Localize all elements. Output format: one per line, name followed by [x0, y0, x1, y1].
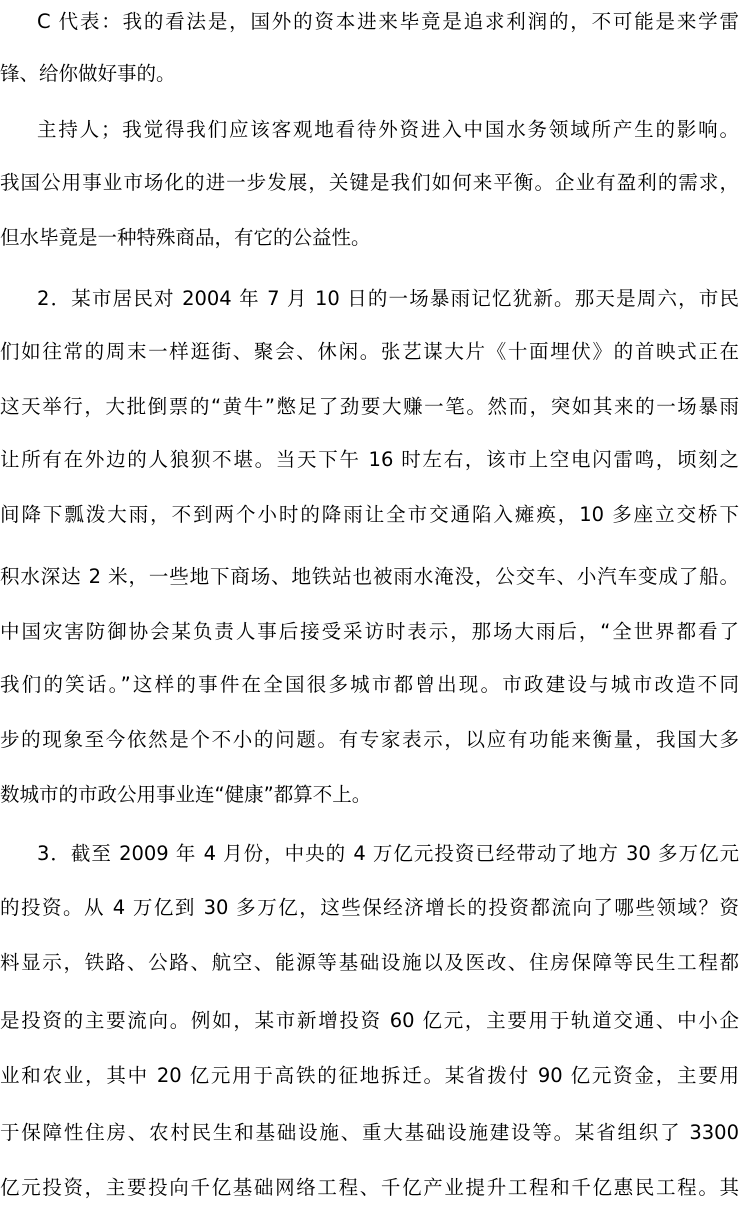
text-line: 这天举行，大批倒票的“黄牛”憋足了劲要大赚一笔。然而，突如其来的一场暴雨	[0, 395, 739, 418]
text-line: 积水深达 2 米，一些地下商场、地铁站也被雨水淹没，公交车、小汽车变成了船。	[0, 565, 739, 588]
text-line: C 代表：我的看法是，国外的资本进来毕竟是追求利润的，不可能是来学雷	[37, 10, 739, 33]
text-line: 间降下瓢泼大雨，不到两个小时的降雨让全市交通陷入瘫痪，10 多座立交桥下	[0, 503, 739, 526]
text-line: 3．截至 2009 年 4 月份，中央的 4 万亿元投资已经带动了地方 30 多万亿元	[37, 842, 739, 865]
text-line: 业和农业，其中 20 亿元用于高铁的征地拆迁。某省拨付 90 亿元资金，主要用	[0, 1064, 739, 1087]
text-line: 让所有在外边的人狼狈不堪。当天下午 16 时左右，该市上空电闪雷鸣，顷刻之	[0, 448, 739, 471]
text-line: 2．某市居民对 2004 年 7 月 10 日的一场暴雨记忆犹新。那天是周六，市民	[37, 287, 739, 310]
text-line: 数城市的市政公用事业连“健康”都算不上。	[0, 783, 372, 806]
text-line: 我国公用事业市场化的进一步发展，关键是我们如何来平衡。企业有盈利的需求，	[0, 171, 739, 194]
text-line: 主持人；我觉得我们应该客观地看待外资进入中国水务领域所产生的影响。	[37, 118, 739, 141]
text-line: 的投资。从 4 万亿到 30 多万亿，这些保经济增长的投资都流向了哪些领域？资	[0, 896, 739, 919]
text-line: 是投资的主要流向。例如，某市新增投资 60 亿元，主要用于轨道交通、中小企	[0, 1009, 739, 1032]
text-line: 锋、给你做好事的。	[0, 62, 176, 85]
text-line: 亿元投资，主要投向千亿基础网络工程、千亿产业提升工程和千亿惠民工程。其	[0, 1176, 739, 1199]
text-line: 料显示，铁路、公路、航空、能源等基础设施以及医改、住房保障等民生工程都	[0, 951, 739, 974]
text-line: 我们的笑话。”这样的事件在全国很多城市都曾出现。市政建设与城市改造不同	[0, 673, 739, 696]
text-line: 于保障性住房、农村民生和基础设施、重大基础设施建设等。某省组织了 3300	[0, 1121, 739, 1144]
text-line: 中国灾害防御协会某负责人事后接受采访时表示，那场大雨后，“全世界都看了	[0, 620, 739, 643]
text-line: 步的现象至今依然是个不小的问题。有专家表示，以应有功能来衡量，我国大多	[0, 728, 739, 751]
text-line: 们如往常的周末一样逛街、聚会、休闲。张艺谋大片《十面埋伏》的首映式正在	[0, 340, 739, 363]
text-line: 但水毕竟是一种特殊商品，有它的公益性。	[0, 226, 371, 249]
